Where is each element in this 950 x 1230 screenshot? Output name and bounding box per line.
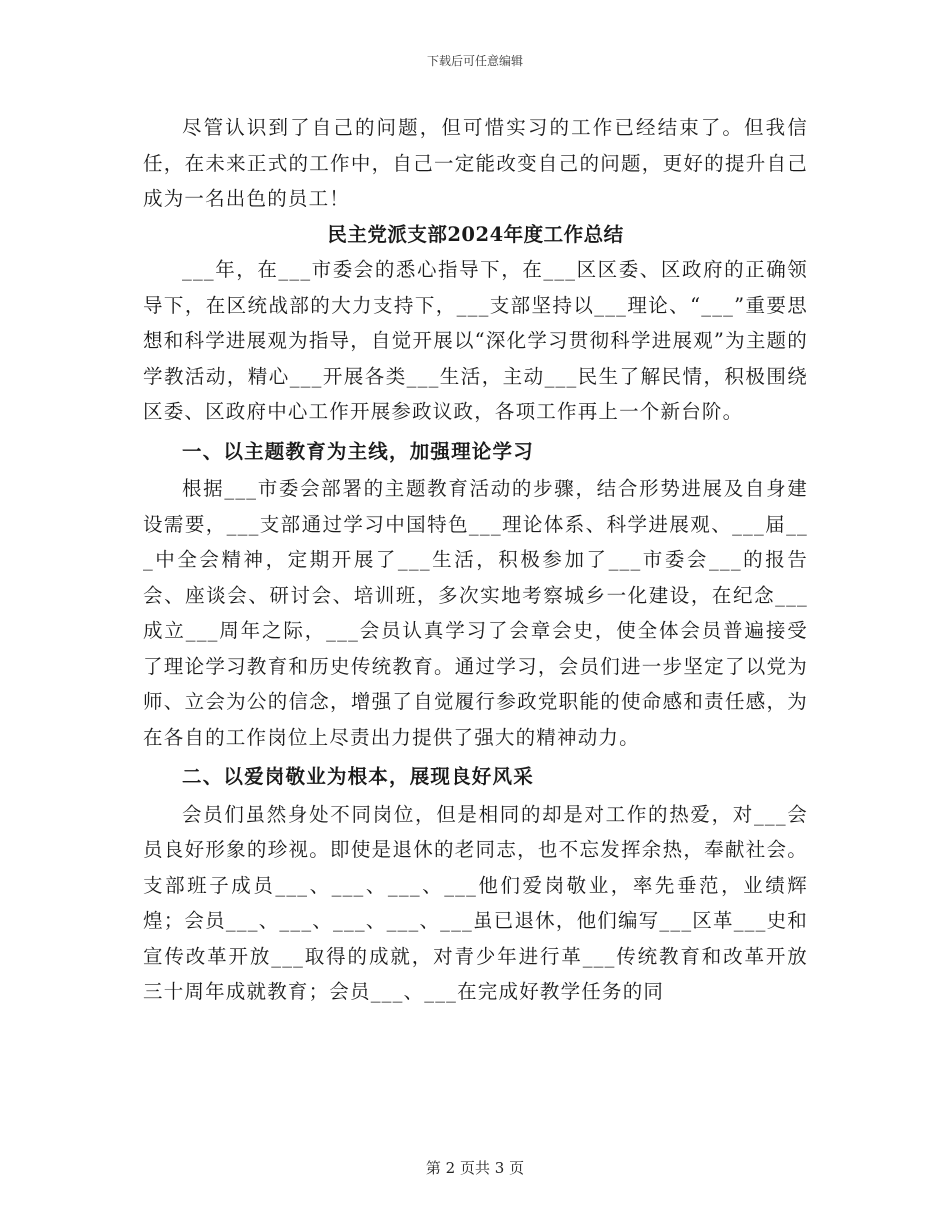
intro-paragraph: 尽管认识到了自己的问题，但可惜实习的工作已经结束了。但我信任，在未来正式的工作中，自己一定能改变自己的问题，更好的提升自己成为一名出色的员工！: [143, 116, 808, 210]
paragraph-1: ___年，在___市委会的悉心指导下，在___区区委、区政府的正确领导下，在区统战部的大力支持下，___支部坚持以___理论、“___”重要思想和科学进展观为指导，自觉开展以“深化学习贯彻科学进展观”为主题的学教活动，精心___开展各类___生活，主动___民生了解民情，积极围绕区委、区政府中心工作开展参政议政，各项工作再上一个新台阶。: [143, 258, 808, 423]
section-heading-2: 二、以爱岗敬业为根本，展现良好风采: [182, 765, 534, 788]
page-footer: 第 2 页共 3 页: [425, 1159, 525, 1177]
page-header: 下载后可任意编辑: [426, 54, 523, 68]
paragraph-2: 根据___市委会部署的主题教育活动的步骤，结合形势进展及自身建设需要，___支部通过学习中国特色___理论体系、科学进展观、___届___中全会精神，定期开展了___生活，积极参加了___市委会___的报告会、座谈会、研讨会、培训班，多次实地考察城乡一化建设，在纪念___成立___周年之际，___会员认真学习了会章会史，使全体会员普遍接受了理论学习教育和历史传统教育。通过学习，会员们进一步坚定了以党为师、立会为公的信念，增强了自觉履行参政党职能的使命感和责任感，为在各自的工作岗位上尽责出力提供了强大的精神动力。: [143, 477, 808, 749]
section-heading-1: 一、以主题教育为主线，加强理论学习: [182, 439, 534, 463]
document-body: [143, 110, 808, 1010]
document-title: 民主党派支部2024年度工作总结: [327, 222, 624, 246]
paragraph-3: 会员们虽然身处不同岗位，但是相同的却是对工作的热爱，对___会员良好形象的珍视。即使是退休的老同志，也不忘发挥余热，奉献社会。支部班子成员___、___、___、___他们爱岗敬业，率先垂范，业绩辉煌；会员___、___、___、___、___虽已退休，他们编写___区革___史和宣传改革开放___取得的成就，对青少年进行革___传统教育和改革开放三十周年成就教育；会员___、___在完成好教学任务的同: [143, 802, 808, 1003]
